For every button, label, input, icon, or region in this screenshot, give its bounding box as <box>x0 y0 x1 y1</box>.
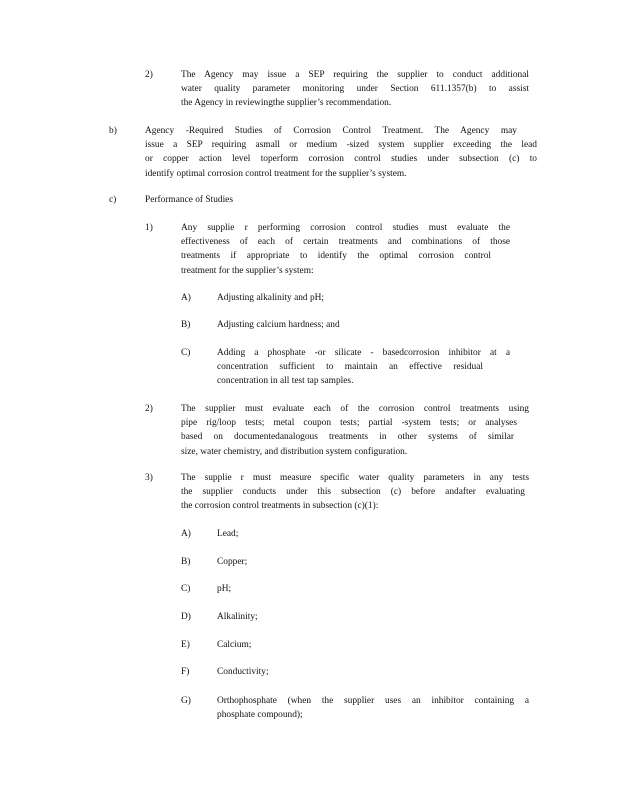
item-text: Performance of Studies <box>145 195 233 205</box>
item-label: C) <box>181 348 191 358</box>
item-label: C) <box>181 584 191 594</box>
item-text: The Agency may issue a SEP requiring the supplier to conduct additional water quality parameter monitoring under Section 611.1357(b) to assist the Agency in reviewingthe supplier’s recommendation. <box>181 70 529 109</box>
item-label: E) <box>181 640 190 650</box>
item-text: Orthophosphate (when the supplier uses an inhibitor containing a phosphate compound); <box>217 696 529 721</box>
item-label: F) <box>181 667 190 677</box>
item-label: 2) <box>145 404 153 414</box>
item-label: A) <box>181 529 191 539</box>
item-text: Adding a phosphate -or silicate - basedcorrosion inhibitor at a concentration sufficient to maintain an effective residual concentration in all test tap samples. <box>217 348 510 387</box>
item-text: Adjusting alkalinity and pH; <box>217 293 325 303</box>
item-text: Lead; <box>217 529 239 539</box>
item-label: 3) <box>145 473 153 483</box>
item-text: Adjusting calcium hardness; and <box>217 320 340 330</box>
item-label: B) <box>181 557 191 567</box>
item-text: Calcium; <box>217 640 252 650</box>
item-text: The supplier must evaluate each of the corrosion control treatments using pipe rig/loop tests; metal coupon tests; partial -system tests; or analyses based on documentedanalogous treatments in other systems of similar size, water chemistry, and distribution system configuration. <box>181 404 529 457</box>
item-label: c) <box>109 195 117 205</box>
item-text: Agency -Required Studies of Corrosion Control Treatment. The Agency may issue a SEP requiring asmall or medium -sized system supplier exceeding the lead or copper action level toperform corrosion control studies under subsection (c) to identify optimal corrosion control treatment for the supplier’s system. <box>145 126 537 179</box>
item-text: Any supplie r performing corrosion control studies must evaluate the effectiveness of each of certain treatments and combinations of those treatments if appropriate to identify the optimal corrosion control treatment for the supplier’s system: <box>181 223 510 276</box>
item-label: D) <box>181 612 191 622</box>
item-text: Alkalinity; <box>217 612 258 622</box>
item-text: The supplie r must measure specific water quality parameters in any tests the supplier conducts under this subsection (c) before andafter evaluating the corrosion control treatments in subsection (c)(1): <box>181 473 529 512</box>
item-text: Copper; <box>217 557 248 567</box>
item-label: G) <box>181 696 191 706</box>
item-label: B) <box>181 320 191 330</box>
item-label: A) <box>181 293 191 303</box>
item-label: 1) <box>145 223 153 233</box>
item-label: 2) <box>145 70 153 80</box>
item-text: Conductivity; <box>217 667 269 677</box>
item-text: pH; <box>217 584 232 594</box>
item-label: b) <box>109 126 117 136</box>
